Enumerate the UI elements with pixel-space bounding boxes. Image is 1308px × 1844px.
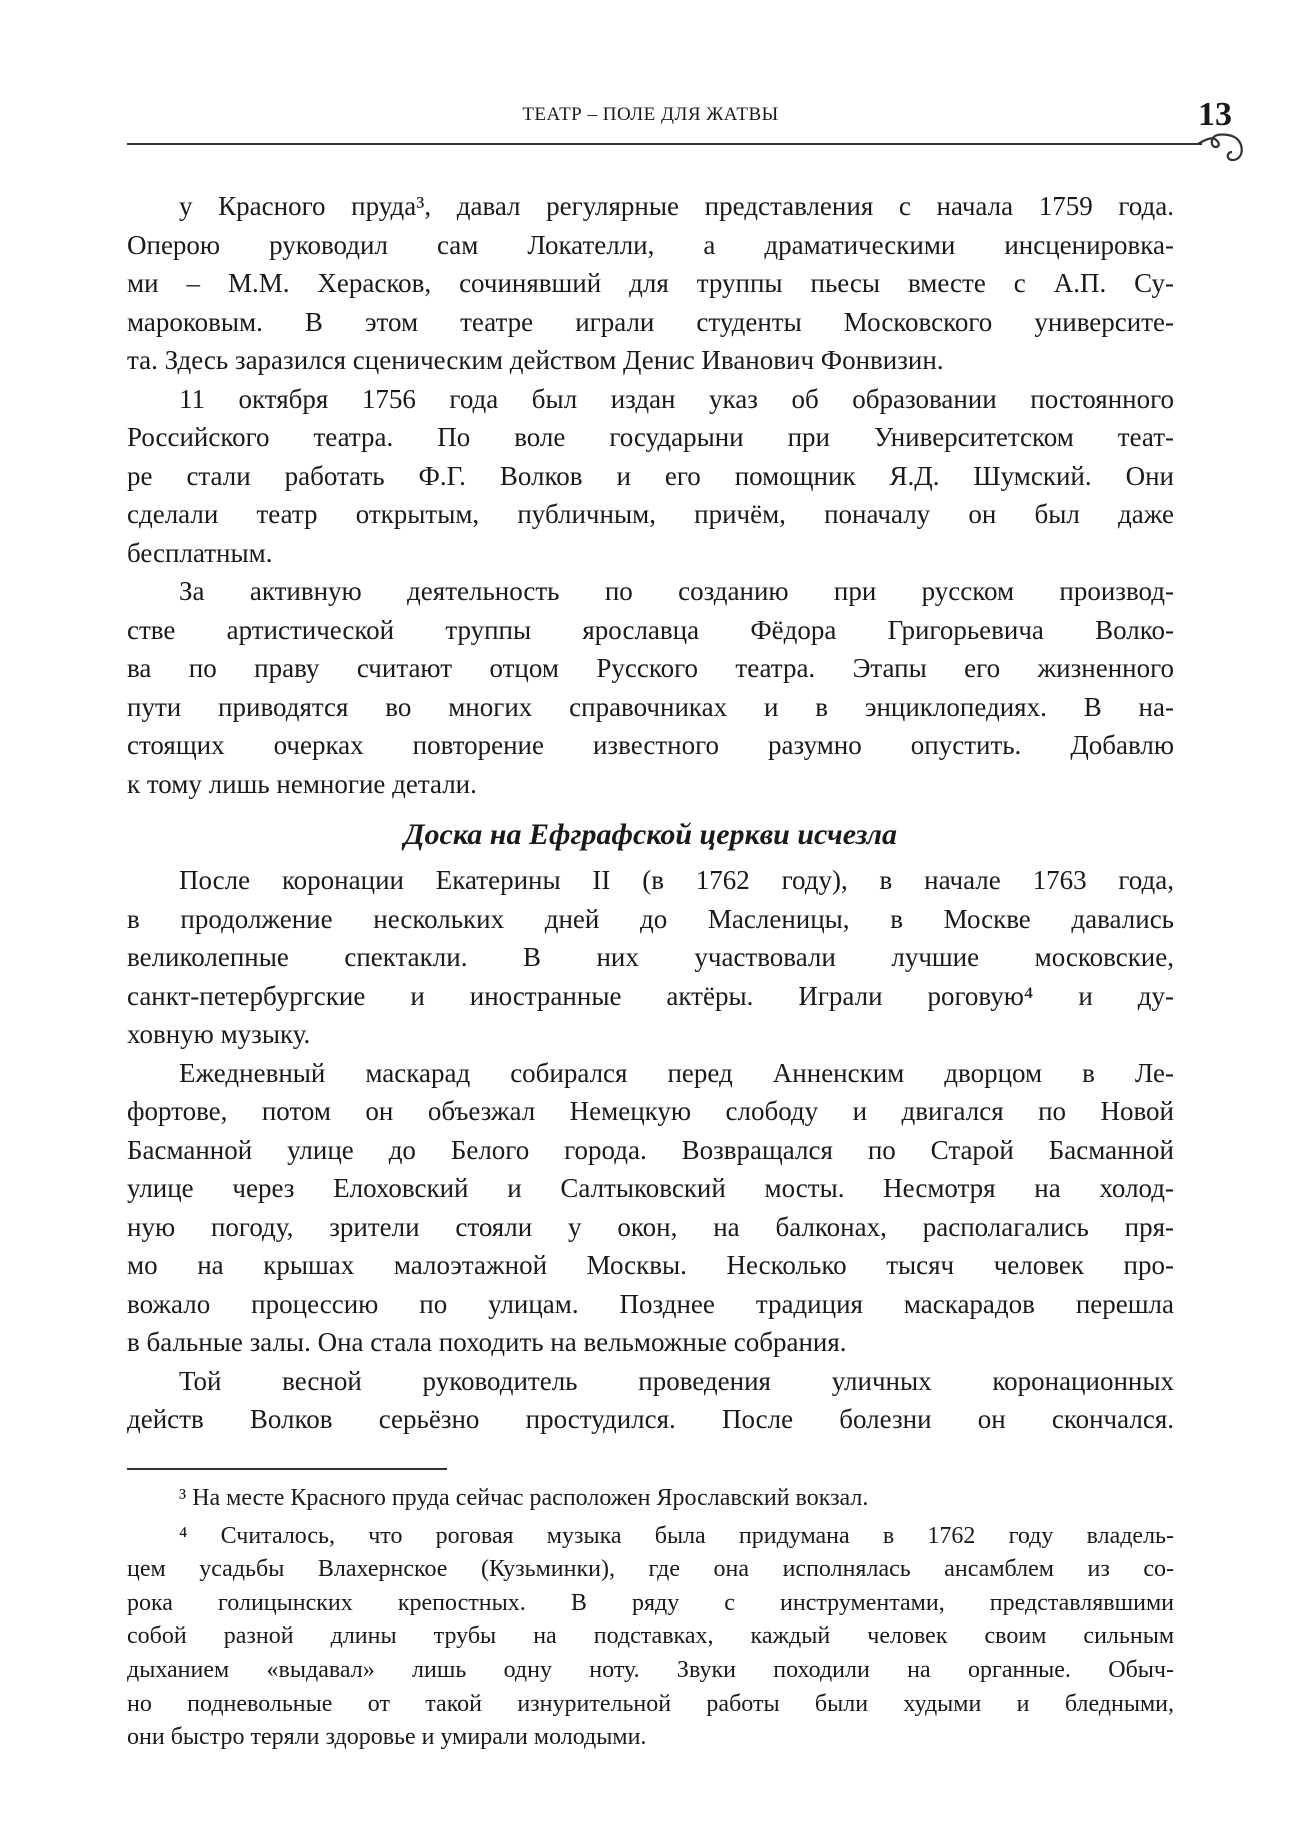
paragraph — [127, 1362, 1174, 1439]
footnote-3 — [127, 1482, 1174, 1516]
running-header: ТЕАТР – ПОЛЕ ДЛЯ ЖАТВЫ — [522, 104, 779, 125]
text-line: они быстро теряли здоровье и умирали молодыми. — [127, 1724, 647, 1751]
footnotes — [127, 1482, 1174, 1759]
footnote-rule — [127, 1468, 447, 1470]
paragraph — [127, 861, 1174, 1054]
text-line: бесплатным. — [127, 537, 273, 568]
text-line: та. Здесь заразился сценическим действом Денис Иванович Фонвизин. — [127, 345, 944, 375]
text-line: сделали театр открытым, публичным, причём, поначалу он был даже — [127, 499, 1174, 529]
text-line: собой разной длины трубы на подставках, каждый человек своим сильным — [127, 1623, 1174, 1650]
text-line: ва по праву считают отцом Русского театра. Этапы его жизненного — [127, 653, 1174, 683]
text-line: пути приводятся во многих справочниках и в энциклопедиях. В на- — [127, 691, 1174, 722]
text-line: мароковым. В этом театре играли студенты Московского университе- — [127, 306, 1174, 337]
text-line: 11 октября 1756 года был издан указ об образовании постоянного — [179, 383, 1174, 414]
text-line: ховную музыку. — [127, 1019, 311, 1049]
text-line: вожало процессию по улицам. Позднее традиция маскарадов перешла — [127, 1288, 1174, 1319]
text-line: у Красного пруда³, давал регулярные представления с начала 1759 года. — [179, 191, 1174, 221]
text-line: в продолжение нескольких дней до Масленицы, в Москве давались — [127, 903, 1174, 934]
text-line: Ежедневный маскарад собирался перед Анненским дворцом в Ле- — [179, 1057, 1174, 1088]
text-line: ную погоду, зрители стояли у окон, на балконах, располагались пря- — [127, 1211, 1174, 1242]
text-line: цем усадьбы Влахернское (Кузьминки), где она исполнялась ансамблем из со- — [127, 1556, 1174, 1583]
text-line: ми – М.М. Херасков, сочинявший для труппы пьесы вместе с А.П. Су- — [127, 268, 1174, 298]
paragraph — [127, 572, 1174, 803]
paragraph — [127, 187, 1174, 380]
text-line: но подневольные от такой изнурительной работы были худыми и бледными, — [127, 1690, 1174, 1717]
text-line: ³ На месте Красного пруда сейчас расположен Ярославский вокзал. — [179, 1485, 869, 1511]
text-line: к тому лишь немногие детали. — [127, 768, 477, 799]
paragraph — [127, 1054, 1174, 1362]
footnote-4 — [127, 1520, 1174, 1755]
text-line: действ Волков серьёзно простудился. После болезни он скончался. — [127, 1404, 1174, 1434]
text-line: Той весной руководитель проведения уличных коронационных — [179, 1365, 1174, 1396]
text-line: Басманной улице до Белого города. Возвращался по Старой Басманной — [127, 1134, 1174, 1165]
page-body — [127, 187, 1174, 1439]
section-heading: Доска на Ефграфской церкви исчезла — [404, 818, 897, 851]
paragraph — [127, 380, 1174, 573]
text-line: Российского театра. По воле государыни при Университетском теат- — [127, 422, 1174, 452]
text-line: рока голицынских крепостных. В ряду с инструментами, представлявшими — [127, 1589, 1174, 1616]
text-line: Оперою руководил сам Локателли, а драматическими инсценировка- — [127, 229, 1174, 260]
text-line: фортове, потом он объезжал Немецкую слободу и двигался по Новой — [127, 1096, 1174, 1126]
text-line: улице через Елоховский и Салтыковский мосты. Несмотря на холод- — [127, 1173, 1174, 1203]
page-number: 13 — [1198, 96, 1232, 133]
text-line: стве артистической труппы ярославца Фёдора Григорьевича Волко- — [127, 614, 1174, 645]
text-line: мо на крышах малоэтажной Москвы. Несколько тысяч человек про- — [127, 1250, 1174, 1280]
text-line: в бальные залы. Она стала походить на вельможные собрания. — [127, 1327, 847, 1357]
flourish-ornament-icon — [1196, 128, 1256, 168]
text-line: стоящих очерках повторение известного разумно опустить. Добавлю — [127, 730, 1174, 760]
text-line: За активную деятельность по созданию при русском производ- — [179, 576, 1174, 606]
text-line: После коронации Екатерины II (в 1762 году), в начале 1763 года, — [179, 865, 1174, 895]
text-line: санкт-петербургские и иностранные актёры. Играли роговую⁴ и ду- — [127, 980, 1174, 1011]
text-line: ре стали работать Ф.Г. Волков и его помощник Я.Д. Шумский. Они — [127, 460, 1174, 491]
text-line: великолепные спектакли. В них участвовали лучшие московские, — [127, 942, 1174, 972]
header-rule — [127, 143, 1202, 145]
text-line: ⁴ Считалось, что роговая музыка была придумана в 1762 году владель- — [179, 1522, 1174, 1549]
text-line: дыханием «выдавал» лишь одну ноту. Звуки походили на органные. Обыч- — [127, 1656, 1174, 1683]
